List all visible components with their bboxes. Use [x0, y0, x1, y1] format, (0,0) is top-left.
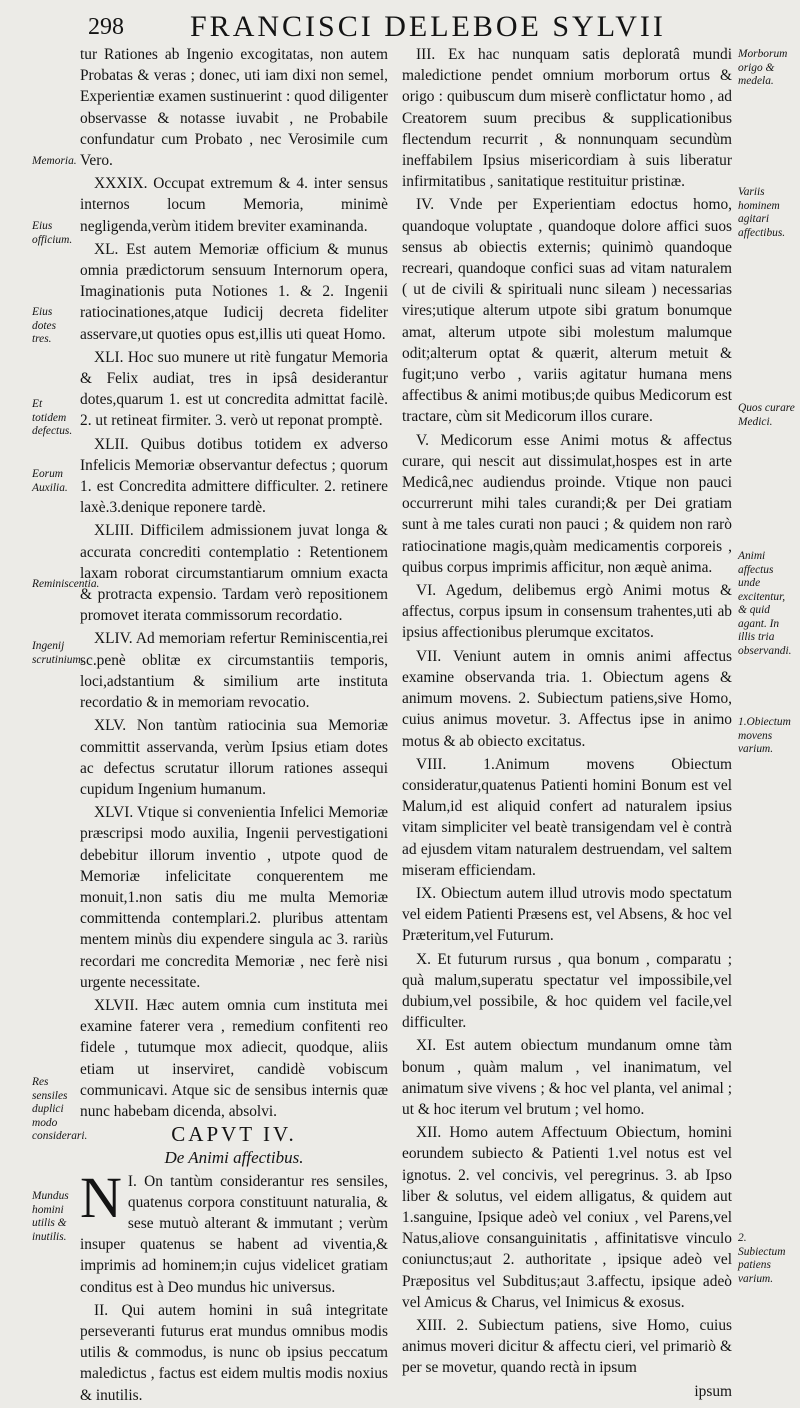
paragraph: IX. Obiectum autem illud utrovis modo spectatum vel eidem Patienti Præsens est, vel Absens, & hoc vel Præteritum,vel Futurum. — [402, 884, 732, 945]
margin-note-obiectum: 1.Obiectum movens varium. — [738, 716, 791, 755]
paragraph: XIII. 2. Subiectum patiens, sive Homo, cuius animus moveri dicitur & affectu cieri, vel primariò & per se movetur, quando rectà in ipsum — [402, 1316, 732, 1377]
drop-cap: N — [80, 1164, 122, 1230]
margin-note-subiectum: 2. Subiectum patiens varium. — [738, 1232, 786, 1285]
paragraph: XLII. Quibus dotibus totidem ex adverso Infelicis Memoriæ observantur defectus ; quorum 1. est Concredita admittere difficulter. 2. retinere laxè.3.denique reponere tardè. — [80, 435, 388, 517]
paragraph: XXXIX. Occupat extremum & 4. inter sensus internos locum Memoria, minimè negligenda,verùm itidem breviter examinanda. — [80, 175, 388, 235]
margin-note-officium: Eius officium. — [32, 220, 73, 246]
margin-note-auxilia: Eorum Auxilia. — [32, 468, 68, 494]
paragraph: XLV. Non tantùm ratiocinia sua Memoriæ committit asservanda, verùm Ipsius etiam dotes ac defectus scrutatur illorum rationes assequi cupidum Ingenium humanum. — [80, 717, 388, 798]
paragraph: XI. Est autem obiectum mundanum omne tàm bonum , quàm malum , vel inanimatum, vel animatum sive vivens ; & hoc vel planta, vel animal ; ut & hoc iterum vel brutum ; vel homo. — [402, 1037, 732, 1118]
margin-note-medici: Quos curare Medici. — [738, 402, 795, 428]
margin-note-mundus: Mundus homini utilis & inutilis. — [32, 1190, 69, 1243]
paragraph: V. Medicorum esse Animi motus & affectus curare, qui nescit aut dissimulat,hospes est in arte Medicâ,nec audiendus proinde. Vtique non pauci occurrerunt mihi tales curandi;& per Dei gratiam sunt à me tales curati non pauci ; & quidem non rarò ratiocinatione magis,quàm medicamentis corporeis , quibus corpus imprimis afficitur, non æquè anima. — [402, 431, 732, 576]
paragraph: VIII. 1.Animum movens Obiectum consideratur,quatenus Patienti homini Bonum est vel Malum,id est aliquid confert ad naturalem ipsius vitam simpliciter vel beatè transigendam vel è contrà ad ejusdem vitam naturalem destruendam, vel saltem miseram efficiendam. — [402, 755, 732, 879]
left-column — [80, 44, 388, 1408]
chapter-title: CAPVT IV. — [171, 1122, 297, 1147]
paragraph: XLIV. Ad memoriam refertur Reminiscentia,rei sc.penè oblitæ ex circumstantiis temporis, loci,adstantium & similium arte instituta recordatio & in memoriam revocatio. — [80, 630, 388, 712]
margin-note-defectus: Et totidem defectus. — [32, 398, 73, 437]
paragraph: XII. Homo autem Affectuum Obiectum, homini eorundem subiecto & Patienti 1.vel notus est vel ignotus. 2. vel concivis, vel peregrinus. 3. ab Ipso liber & solutus, vel eidem alligatus, & quidem aut 1.sanguine, Ipsique adeò vel coniux , vel Parens,vel Natus,aliove consanguinitatis , affinitatisve vinculo coniunctus;aut 2. authoritate , ipsique adeò vel Præpositus vel Subditus;aut 3.affectu, ipsique adeò vel Amicus & Charus, vel Inimicus & exosus. — [402, 1124, 732, 1311]
paragraph: VI. Agedum, delibemus ergò Animi motus & affectus, corpus ipsum in consensum trahentes,uti ab ipsius affectionibus plerumque excitatos. — [402, 582, 732, 642]
paragraph: X. Et futurum rursus , qua bonum , comparatu ; quà malum,superatu spectatur vel impossibile,vel dubium,vel possibile, & hoc quidem vel facile,vel difficulter. — [402, 950, 732, 1032]
margin-note-ingenium: Ingenij scrutinium. — [32, 640, 84, 666]
paragraph: tur Rationes ab Ingenio excogitatas, non autem Probatas & veras ; donec, uti iam dixi non semel, Experientiæ examen sustinuerint : quod diligenter observasse & notasse iuvabit , ne Probabile confundatur cum Probato , nec Verosimile cum Vero. — [80, 46, 388, 170]
paragraph-text: I. On tantùm considerantur res sensiles, quatenus corpora constituunt naturalia, & sese mutuò alterant & immutant ; verùm insuper quatenus se habent ad viventia,& imprimis ad hominem;in cujus videlicet gratiam conditus est à Deo mundus hic universus. — [80, 1172, 388, 1296]
paragraph: III. Ex hac nunquam satis deploratâ mundi maledictione pendet omnium morborum ortus & origo : quibuscum dum miserè conflictatur homo , ad Creatorem suum precibus & supplicationibus flectendum recurrit , & nonnunquam secundùm ineffabilem Ipsius misericordiam à suis liberatur infirmitatibus , sanitatique restituitur pristinæ. — [402, 46, 732, 191]
margin-note-memoria: Memoria. — [32, 155, 77, 167]
chapter-subtitle: De Animi affectibus. — [164, 1148, 304, 1168]
margin-note-animi-affectus: Animi affectus unde excitentur, & quid agant. In illis tria observandi. — [738, 550, 792, 657]
margin-note-affectibus: Variis hominem agitari affectibus. — [738, 186, 786, 239]
paragraph: XLI. Hoc suo munere ut ritè fungatur Memoria & Felix audiat, tres in ipsâ desiderantur dotes,quarum 1. est ut concredita admittat facilè. 2. ut retineat firmiter. 3. verò ut reponat promptè. — [80, 348, 388, 430]
paragraph: XL. Est autem Memoriæ officium & munus omnia prædictorum sensuum Internorum opera, Imaginationis puta Notiones 1. & 2. Ingenii ratiocinationes,atque Iudicij decreta fideliter asservare,ut quoties opus est,illis uti queat Homo. — [80, 240, 388, 343]
right-column — [402, 44, 732, 1404]
paragraph: XLIII. Difficilem admissionem juvat longa & accurata concrediti contemplatio : Retentionem laxam roborat circumstantiarum omnium exacta & protracta expensio. Tardam verò repositionem promovet iterata commissorum recordatio. — [80, 522, 388, 625]
page-number: 298 — [88, 14, 124, 40]
margin-note-morborum: Morborum origo & medela. — [738, 48, 788, 87]
paragraph: VII. Veniunt autem in omnis animi affectus examine observanda tria. 1. Obiectum agens & animum movens. 2. Subiectum patiens,sive Homo, cuius animus movetur. 3. Affectus ipse in animo motus & ab obiecto excitatus. — [402, 647, 732, 750]
page-header — [0, 10, 800, 44]
paragraph: XLVII. Hæc autem omnia cum instituta mei examine faterer vera , remedium confitenti reo fidele , tutumque mox adiecit, quodque, aliis etiam ut inserviret, candidè vobiscum communicavi. Atque sic de sensibus internis quæ nunc habebam dicenda, absolvi. — [80, 996, 388, 1120]
running-title: FRANCISCI DELEBOE SYLVII — [190, 10, 666, 43]
paragraph: XLVI. Vtique si convenientia Infelici Memoriæ præscripsi modo auxilia, Ingenii pervestigationi debebitur illorum inventio , utpote quod de Memoriæ infelicitate conquerentem me monuit,1.non satis diu me multa Memoriæ committenda contemplari.2. pluribus attentam mentem minùs diu expendere singula ac 3. rariùs recordari me concredita Memoriæ , nec ferè nisi urgente necessitate. — [80, 804, 388, 991]
margin-note-res-sensiles: Res sensiles duplici modo considerari. — [32, 1076, 88, 1142]
margin-note-dotes: Eius dotes tres. — [32, 306, 57, 345]
chapter-first-paragraph — [80, 1164, 388, 1298]
margin-note-reminiscentia: Reminiscentia. — [32, 578, 100, 590]
paragraph: IV. Vnde per Experientiam edoctus homo, quandoque voluptate , quandoque dolore affici suos sensus ab obiectis externis; quinimò quandoque recreari, quandoque confici suas ad vitam naturalem ( ut de civili & spirituali nunc sileam ) necessarias vires;utique alterum utpote sibi gratum bonumque amat, alterum utpote sibi molestum malumque odit;alterum optat & quærit, alterum metuit & fugit;uno verbo , variis agitatur humana mens affectibus & animi motibus;de quibus Medicorum est tractare, cùm sit Medicorum illos curare. — [402, 196, 732, 426]
paragraph: II. Qui autem homini in suâ integritate perseveranti futurus erat mundus omnibus modis utilis & commodus, is nunc ob ipsius peccatum maledictus , factus est eidem multis modis noxius & inutilis. — [80, 1301, 388, 1404]
catchword: ipsum — [694, 1382, 732, 1400]
